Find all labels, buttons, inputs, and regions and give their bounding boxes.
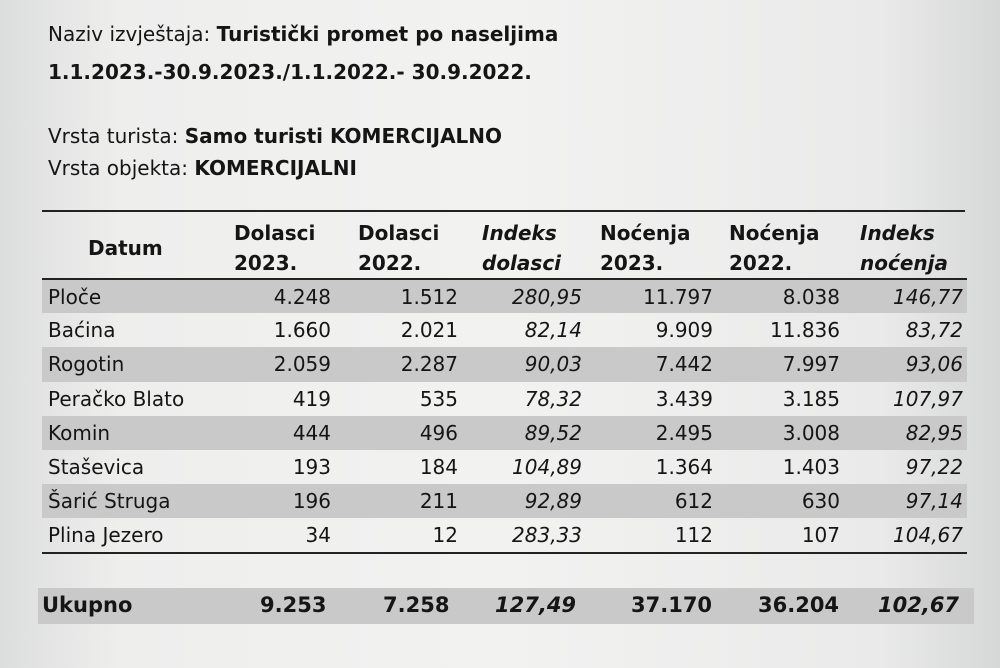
row-index-nights: 104,67 — [844, 518, 967, 552]
header-index-arrivals-line2: dolasci — [482, 251, 562, 275]
row-nights-2022: 7.997 — [717, 347, 844, 381]
object-type-line — [48, 156, 357, 180]
row-index-arrivals: 90,03 — [462, 347, 586, 381]
row-index-arrivals: 280,95 — [462, 279, 586, 313]
row-nights-2023: 9.909 — [655, 318, 713, 343]
header-nights-2022-line2: 2022. — [729, 251, 793, 275]
row-index-nights: 82,95 — [844, 416, 967, 450]
header-arrivals-2023-line2: 2023. — [234, 251, 298, 275]
header-index-nights — [844, 212, 967, 279]
tourist-type-line — [48, 124, 502, 148]
row-nights-2023: 11.797 — [586, 279, 717, 313]
header-arrivals-2022 — [335, 212, 462, 279]
table-row — [42, 484, 967, 518]
total-index-arrivals: 127,49 — [495, 593, 577, 617]
header-index-arrivals — [462, 212, 586, 279]
row-nights-2023: 2.495 — [586, 416, 717, 450]
row-name: Peračko Blato — [48, 386, 185, 411]
header-nights-2022-line1: Noćenja — [729, 221, 820, 245]
row-nights-2022: 107 — [717, 518, 844, 552]
row-index-arrivals: 78,32 — [524, 386, 582, 411]
row-index-nights: 93,06 — [844, 347, 967, 381]
table-row — [42, 416, 967, 450]
row-arrivals-2023: 419 — [292, 386, 331, 411]
row-arrivals-2022: 2.287 — [335, 347, 462, 381]
tourist-type-label: Vrsta turista: — [48, 124, 179, 148]
table-row — [42, 382, 967, 416]
header-nights-2023-line1: Noćenja — [600, 221, 691, 245]
row-nights-2023: 612 — [586, 484, 717, 518]
row-nights-2022: 8.038 — [717, 279, 844, 313]
row-index-nights: 97,22 — [905, 455, 963, 480]
row-nights-2022: 630 — [717, 484, 844, 518]
row-nights-2022: 3.185 — [782, 386, 840, 411]
report-title-line — [48, 22, 558, 46]
row-index-arrivals: 89,52 — [462, 416, 586, 450]
row-arrivals-2022: 211 — [335, 484, 462, 518]
total-arrivals-2023: 9.253 — [260, 593, 327, 617]
row-index-arrivals: 283,33 — [462, 518, 586, 552]
header-index-nights-line2: noćenja — [860, 251, 948, 275]
header-arrivals-2023-line1: Dolasci — [234, 221, 316, 245]
report-title-label: Naziv izvještaja: — [48, 22, 211, 46]
row-arrivals-2023: 196 — [222, 484, 335, 518]
total-row — [38, 588, 974, 624]
header-arrivals-2023 — [222, 212, 335, 279]
header-datum-label: Datum — [88, 236, 163, 260]
row-nights-2022: 3.008 — [717, 416, 844, 450]
object-type-label: Vrsta objekta: — [48, 156, 188, 180]
row-index-arrivals: 82,14 — [524, 318, 582, 343]
row-name: Šarić Struga — [42, 484, 222, 518]
row-nights-2023: 1.364 — [655, 455, 713, 480]
table-row — [42, 450, 967, 484]
row-name: Komin — [42, 416, 222, 450]
row-arrivals-2022: 2.021 — [400, 318, 458, 343]
row-name: Ploče — [42, 279, 222, 313]
header-nights-2023 — [586, 212, 717, 279]
row-nights-2022: 1.403 — [782, 455, 840, 480]
header-nights-2023-line2: 2023. — [600, 251, 664, 275]
row-index-arrivals: 92,89 — [462, 484, 586, 518]
row-arrivals-2023: 34 — [222, 518, 335, 552]
row-arrivals-2023: 4.248 — [222, 279, 335, 313]
row-name: Plina Jezero — [42, 518, 222, 552]
header-datum — [42, 212, 222, 279]
row-nights-2022: 11.836 — [770, 318, 840, 343]
header-nights-2022 — [717, 212, 844, 279]
row-arrivals-2023: 2.059 — [222, 347, 335, 381]
header-index-arrivals-line1: Indeks — [482, 221, 557, 245]
row-name: Rogotin — [42, 347, 222, 381]
table-row — [42, 279, 967, 313]
row-name: Staševica — [48, 455, 145, 480]
row-arrivals-2023: 193 — [292, 455, 331, 480]
header-index-nights-line1: Indeks — [860, 221, 935, 245]
total-index-nights: 102,67 — [878, 593, 960, 617]
total-nights-2022: 36.204 — [758, 593, 840, 617]
row-nights-2023: 112 — [586, 518, 717, 552]
row-arrivals-2022: 184 — [419, 455, 458, 480]
row-arrivals-2022: 12 — [335, 518, 462, 552]
total-label: Ukupno — [42, 593, 133, 617]
total-nights-2023: 37.170 — [631, 593, 713, 617]
row-arrivals-2022: 496 — [335, 416, 462, 450]
header-arrivals-2022-line1: Dolasci — [358, 221, 440, 245]
row-arrivals-2022: 1.512 — [335, 279, 462, 313]
row-arrivals-2022: 535 — [419, 386, 458, 411]
tourist-type-value: Samo turisti KOMERCIJALNO — [184, 124, 503, 148]
row-nights-2023: 7.442 — [586, 347, 717, 381]
row-arrivals-2023: 1.660 — [273, 318, 331, 343]
row-index-arrivals: 104,89 — [512, 455, 582, 480]
row-name: Baćina — [48, 318, 116, 343]
report-title-value: Turistički promet po naseljima — [216, 22, 559, 46]
table-row — [42, 313, 967, 347]
total-arrivals-2022: 7.258 — [383, 593, 450, 617]
table-row — [42, 347, 967, 381]
row-nights-2023: 3.439 — [655, 386, 713, 411]
row-arrivals-2023: 444 — [222, 416, 335, 450]
row-index-nights: 107,97 — [893, 386, 963, 411]
object-type-value: KOMERCIJALNI — [194, 156, 357, 180]
row-index-nights: 97,14 — [844, 484, 967, 518]
row-index-nights: 83,72 — [905, 318, 963, 343]
table-row — [42, 518, 967, 552]
table-header-row — [42, 212, 967, 279]
row-index-nights: 146,77 — [844, 279, 967, 313]
tourism-table — [40, 210, 974, 554]
header-arrivals-2022-line2: 2022. — [358, 251, 422, 275]
report-period: 1.1.2023.-30.9.2023./1.1.2022.- 30.9.2022. — [48, 60, 532, 84]
